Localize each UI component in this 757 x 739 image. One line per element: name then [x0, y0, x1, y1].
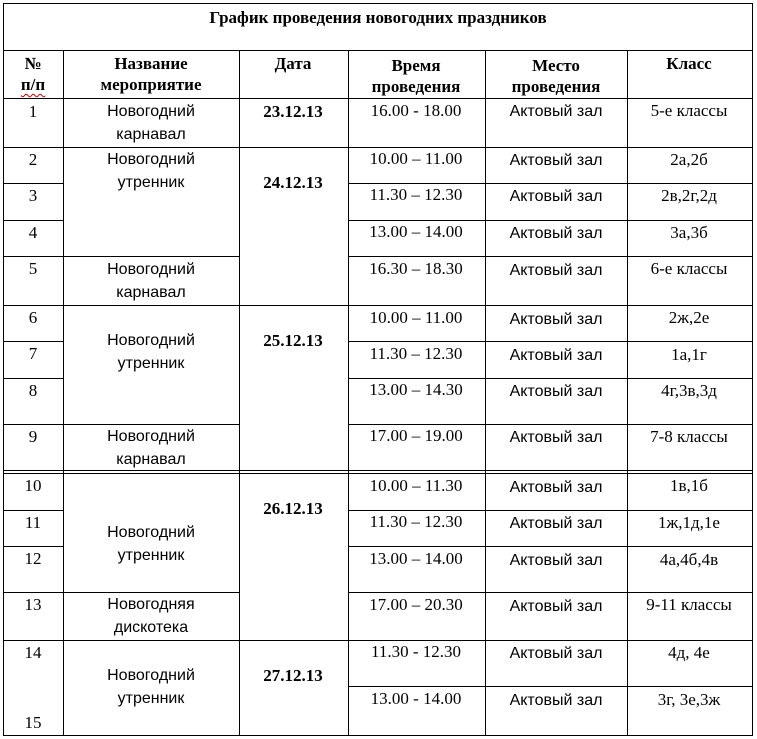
event-place: Актовый зал [509, 311, 603, 328]
event-name: Новогодний [107, 261, 195, 278]
row-number: 6 [28, 308, 38, 327]
event-place: Актовый зал [509, 429, 603, 446]
event-date: 26.12.13 [263, 499, 323, 518]
header-time-line2: проведения [371, 77, 461, 96]
event-place: Актовый зал [509, 103, 603, 120]
event-class: 1ж,1д,1е [658, 513, 720, 532]
header-num-symbol: № [24, 54, 42, 73]
row-number: 12 [24, 549, 42, 568]
event-place: Актовый зал [509, 262, 603, 279]
row-number: 15 [24, 713, 42, 732]
event-name: Новогодний [107, 428, 195, 445]
row-number: 9 [28, 427, 38, 446]
event-name: Новогодний [107, 332, 195, 349]
row-number: 4 [28, 223, 38, 242]
event-name-line2: карнавал [116, 284, 186, 301]
event-time: 11.30 - 12.30 [370, 642, 462, 661]
event-time: 16.00 - 18.00 [370, 101, 462, 120]
event-class: 2в,2г,2д [661, 186, 717, 205]
header-date: Дата [274, 54, 312, 73]
event-place: Актовый зал [509, 152, 603, 169]
event-class: 1а,1г [671, 345, 707, 364]
event-name-line2: карнавал [116, 451, 186, 468]
event-place: Актовый зал [509, 645, 603, 662]
header-num-label: п/п [20, 75, 46, 94]
event-time: 13.00 – 14.00 [369, 222, 463, 241]
row-number: 1 [28, 102, 38, 121]
event-time: 11.30 – 12.30 [369, 344, 463, 363]
event-date: 24.12.13 [263, 173, 323, 192]
event-class: 2ж,2е [668, 308, 710, 327]
event-date: 27.12.13 [263, 666, 323, 685]
header-time-line1: Время [391, 56, 441, 75]
event-date: 23.12.13 [263, 102, 323, 121]
event-class: 4г,3в,3д [661, 381, 717, 400]
event-place: Актовый зал [509, 347, 603, 364]
event-place: Актовый зал [509, 515, 603, 532]
event-time: 13.00 – 14.30 [369, 380, 463, 399]
header-name-line1: Название [114, 54, 188, 73]
event-class: 4д, 4е [668, 643, 710, 662]
event-name-line2: утренник [117, 355, 185, 372]
header-name-line2: мероприятие [100, 75, 202, 94]
event-name-line2: дискотека [113, 619, 189, 636]
event-class: 5-е классы [650, 101, 728, 120]
row-number: 14 [24, 643, 42, 662]
event-class: 1в,1б [670, 476, 708, 495]
event-place: Актовый зал [509, 479, 603, 496]
event-name: Новогодний [107, 667, 195, 684]
event-time: 13.00 – 14.00 [369, 549, 463, 568]
header-place-line1: Место [532, 56, 580, 75]
event-place: Актовый зал [509, 692, 603, 709]
event-time: 10.00 – 11.00 [369, 149, 463, 168]
event-class: 6-е классы [650, 259, 728, 278]
row-number: 13 [24, 595, 42, 614]
row-number: 8 [28, 381, 38, 400]
event-class: 3г, 3е,3ж [657, 690, 721, 709]
event-name-line2: утренник [117, 547, 185, 564]
event-place: Актовый зал [509, 598, 603, 615]
event-time: 17.00 – 20.30 [369, 595, 463, 614]
event-class: 7-8 классы [650, 427, 728, 446]
page-title: График проведения новогодних праздников [209, 8, 547, 27]
event-name: Новогодний [107, 524, 195, 541]
header-place-line2: проведения [511, 77, 601, 96]
event-time: 13.00 - 14.00 [370, 689, 462, 708]
event-place: Актовый зал [509, 225, 603, 242]
row-number: 3 [28, 186, 38, 205]
event-time: 17.00 – 19.00 [369, 426, 463, 445]
event-class: 4а,4б,4в [659, 550, 719, 569]
event-time: 16.30 – 18.30 [369, 259, 463, 278]
event-time: 10.00 – 11.00 [369, 308, 463, 327]
event-name-line2: карнавал [116, 126, 186, 143]
event-date: 25.12.13 [263, 331, 323, 350]
row-number: 5 [28, 259, 38, 278]
event-class: 2а,2б [670, 150, 708, 169]
event-class: 9-11 классы [646, 595, 732, 614]
event-place: Актовый зал [509, 383, 603, 400]
event-name: Новогодний [107, 103, 195, 120]
event-place: Актовый зал [509, 552, 603, 569]
event-time: 11.30 – 12.30 [369, 185, 463, 204]
event-name: Новогодняя [107, 596, 195, 613]
event-class: 3а,3б [670, 223, 708, 242]
header-class: Класс [666, 54, 712, 73]
event-time: 10.00 – 11.30 [369, 476, 463, 495]
event-place: Актовый зал [509, 188, 603, 205]
event-name: Новогодний [107, 151, 195, 168]
row-number: 10 [24, 476, 42, 495]
event-name-line2: утренник [117, 174, 185, 191]
event-time: 11.30 – 12.30 [369, 512, 463, 531]
event-name-line2: утренник [117, 690, 185, 707]
row-number: 2 [28, 150, 38, 169]
row-number: 11 [24, 513, 42, 532]
row-number: 7 [28, 344, 38, 363]
